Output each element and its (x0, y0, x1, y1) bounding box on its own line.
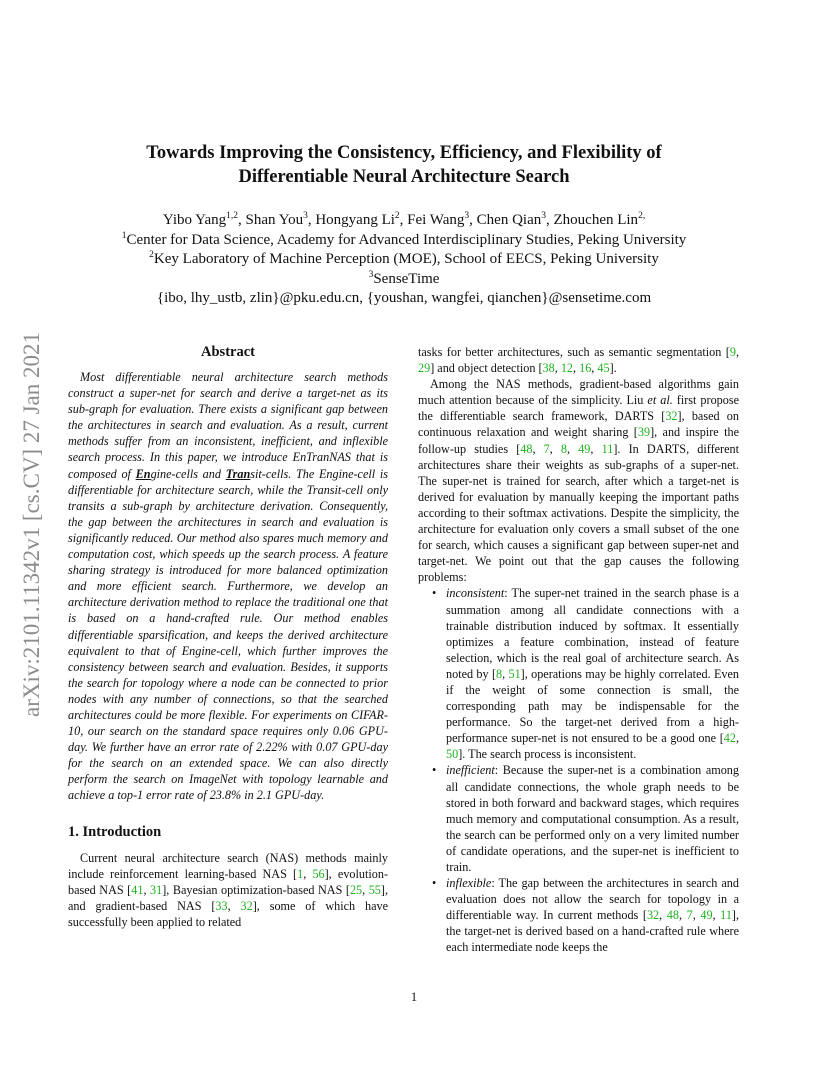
bullet-inflexible: • inflexible: The gap between the architectures in search and evaluation does not allow the search for topology in a differentiable way. In current methods [32, 48, 7, 49, 11], the target-net is derived based on a hand-crafted rule where each intermediate node keeps the (432, 876, 740, 955)
citation-link[interactable]: 55 (368, 882, 381, 897)
citation-link[interactable]: 32 (240, 898, 253, 913)
bullet-inconsistent: • inconsistent: The super-net trained in the search phase is a summation among all candidate connections with a trainable distribution induced by softmax. It essentially optimizes a feature combination, instead of feature selection, which is the real goal of architecture search. As noted by [8, 51], operations may be highly correlated. Even if the weight of some connection is small, the corresponding path may be indispensable for the performance. So the target-net derived from a high-performance super-net is not ensured to be a good one [42, 50]. The search process is inconsistent. (432, 586, 740, 762)
citation-link[interactable]: 11 (601, 441, 614, 456)
author-name: Shan You (245, 212, 304, 228)
abstract-text: Most differentiable neural architecture search methods construct a super-net for search and derive a target-net as its sub-graph for evaluation. There exists a significant gap between the architectures in search and evaluation. As a result, current methods suffer from an inconsistent, inefficient, and inflexible search process. In this paper, we introduce EnTranNAS that is composed of Engine-cells and Transit-cells. The Engine-cell is differentiable for architecture search, while the Transit-cell only transits a sub-graph by architecture derivation. Consequently, the gap between the architectures in search and evaluation is significantly reduced. Our method also spares much memory and computation cost, which speeds up the search process. A feature sharing strategy is introduced for more balanced optimization and more efficient search. Furthermore, we develop an architecture derivation method to replace the traditional one that is based on a hand-crafted rule. Our method enables differentiable sparsification, and keeps the derived architecture equivalent to that of Engine-cell, which further improves the consistency between search and evaluation. Besides, it supports the search for topology where a node can be connected to prior nodes with any number of connections, so that the searched architectures could be more flexible. For experiments on CIFAR-10, our search on the standard space requires only 0.06 GPU-day. We further have an error rate of 2.22% with 0.07 GPU-day for the search on an extended space. We can also directly perform the search on ImageNet with topology learnable and achieve a top-1 error rate of 23.8% in 2.1 GPU-day. (68, 370, 388, 803)
citation-link[interactable]: 1 (297, 866, 304, 881)
bullet-term: inefficient (446, 763, 495, 778)
citation-link[interactable]: 56 (312, 866, 325, 881)
citation-link[interactable]: 25 (349, 882, 363, 897)
affiliation-3 (70, 270, 738, 290)
right-column (418, 344, 739, 956)
citation-link[interactable]: 41 (131, 882, 144, 897)
citation-link[interactable]: 16 (579, 361, 592, 376)
author-sup: 3 (464, 211, 470, 221)
citation-link[interactable]: 8 (496, 666, 503, 681)
citation-link[interactable]: 48 (520, 441, 533, 456)
citation-link[interactable]: 12 (560, 361, 574, 376)
citation-link[interactable]: 7 (686, 908, 693, 923)
affiliation-text: Key Laboratory of Machine Perception (MOE), School of EECS, Peking University (153, 251, 659, 268)
paper-title (90, 141, 718, 189)
et-al: et al. (647, 393, 673, 408)
citation-link[interactable]: 11 (720, 908, 732, 923)
citation-link[interactable]: 9 (729, 345, 736, 359)
citation-link[interactable]: 51 (508, 666, 521, 681)
en-bold: En (135, 466, 151, 481)
abstract-heading: Abstract (201, 344, 255, 360)
citation-link[interactable]: 7 (543, 441, 550, 456)
citation-link[interactable]: 39 (637, 425, 651, 440)
affiliation-1 (70, 231, 738, 251)
arxiv-identifier: arXiv:2101.11342v1 [cs.CV] 27 Jan 2021 (19, 332, 44, 718)
citation-link[interactable]: 48 (666, 908, 679, 923)
citation-link[interactable]: 49 (700, 908, 713, 923)
affiliation-text: Center for Data Science, Academy for Advanced Interdisciplinary Studies, Peking University (126, 231, 687, 248)
page-number: 1 (410, 990, 418, 1004)
author-sup: 2, (638, 211, 646, 221)
citation-link[interactable]: 42 (723, 731, 736, 746)
author-sup: 1,2 (226, 211, 239, 221)
title-line-1: Towards Improving the Consistency, Efficiency, and Flexibility of (146, 143, 662, 163)
author-name: Yibo Yang (162, 212, 227, 228)
darts-paragraph: Among the NAS methods, gradient-based algorithms gain much attention because of the simplicity. Liu et al. first propose the differentiable search framework, DARTS [32], based on continuous relaxation and weight sharing [39], and inspire the follow-up studies [48, 7, 8, 49, 11]. In DARTS, different architectures share their weights as sub-graphs of a super-net. The super-net is trained for search, after which a target-net is derived for evaluation by manually keeping the important paths according to their softmax activations. Despite the simplicity, the architecture for evaluation only covers a small subset of the one for search, which causes a significant gap between super-net and target-net. We point out that the gap causes the following problems: (418, 377, 740, 585)
citation-link[interactable]: 45 (597, 361, 610, 376)
citation-link[interactable]: 29 (418, 361, 431, 376)
intro-paragraph-cont: tasks for better architectures, such as semantic segmentation [9, 29] and object detection [38, 12, 16, 45]. (418, 345, 739, 376)
affiliation-sup: 2 (149, 250, 154, 261)
bullet-term: inflexible (446, 876, 492, 891)
affiliation-sup: 1 (121, 230, 127, 241)
citation-link[interactable]: 32 (665, 409, 678, 424)
bullet-dot-icon: • (432, 876, 437, 891)
citation-link[interactable]: 32 (646, 908, 660, 923)
author-list: Yibo Yang$^{1,2}$, Shan You$^3$, Hongyang Li$^2$, Fei Wang$^3$, Chen Qian$^3$, Zhouchen Lin$^{2,}$ (162, 211, 646, 228)
bullet-dot-icon: • (432, 586, 437, 601)
tran-bold: Tran (225, 466, 251, 481)
author-name: Zhouchen Lin (553, 212, 639, 228)
citation-link[interactable]: 38 (542, 361, 555, 376)
citation-link[interactable]: 8 (560, 441, 568, 456)
author-sup: 3 (303, 211, 308, 221)
title-line-2: Differentiable Neural Architecture Search (238, 167, 570, 187)
affiliation-2 (70, 250, 738, 270)
left-column (68, 343, 388, 930)
author-sup: 3 (541, 211, 546, 221)
author-name: Chen Qian (476, 212, 542, 228)
citation-link[interactable]: 50 (446, 747, 459, 762)
bullet-term: inconsistent (446, 586, 505, 601)
author-name: Fei Wang (407, 212, 465, 228)
bullet-dot-icon: • (432, 763, 437, 778)
affiliation-text: SenseTime (373, 270, 440, 287)
bullet-inefficient: • inefficient: Because the super-net is a combination among all candidate connections, the whole graph needs to be stored in both forward and backward stages, which requires much memory and computational consumption. As a result, the search can be performed only on a very limited number of candidate operations, and the super-net is inefficient to train. (432, 763, 739, 874)
citation-link[interactable]: 33 (215, 898, 228, 913)
intro-paragraph: Current neural architecture search (NAS) methods mainly include reinforcement learning-based NAS [1, 56], evolution-based NAS [41, 31], Bayesian optimization-based NAS [25, 55], and gradient-based NAS [33, 32], some of which have successfully been applied to related (68, 850, 389, 929)
intro-heading: 1. Introduction (68, 823, 162, 840)
citation-link[interactable]: 49 (578, 441, 591, 456)
author-sup: 2 (394, 211, 400, 221)
citation-link[interactable]: 31 (150, 882, 163, 897)
author-name: Hongyang Li (315, 212, 395, 228)
author-emails: {ibo, lhy_ustb, zlin}@pku.edu.cn, {youshan, wangfei, qianchen}@sensetime.com (156, 290, 652, 307)
author-block (70, 211, 738, 309)
affiliation-sup: 3 (368, 269, 374, 280)
